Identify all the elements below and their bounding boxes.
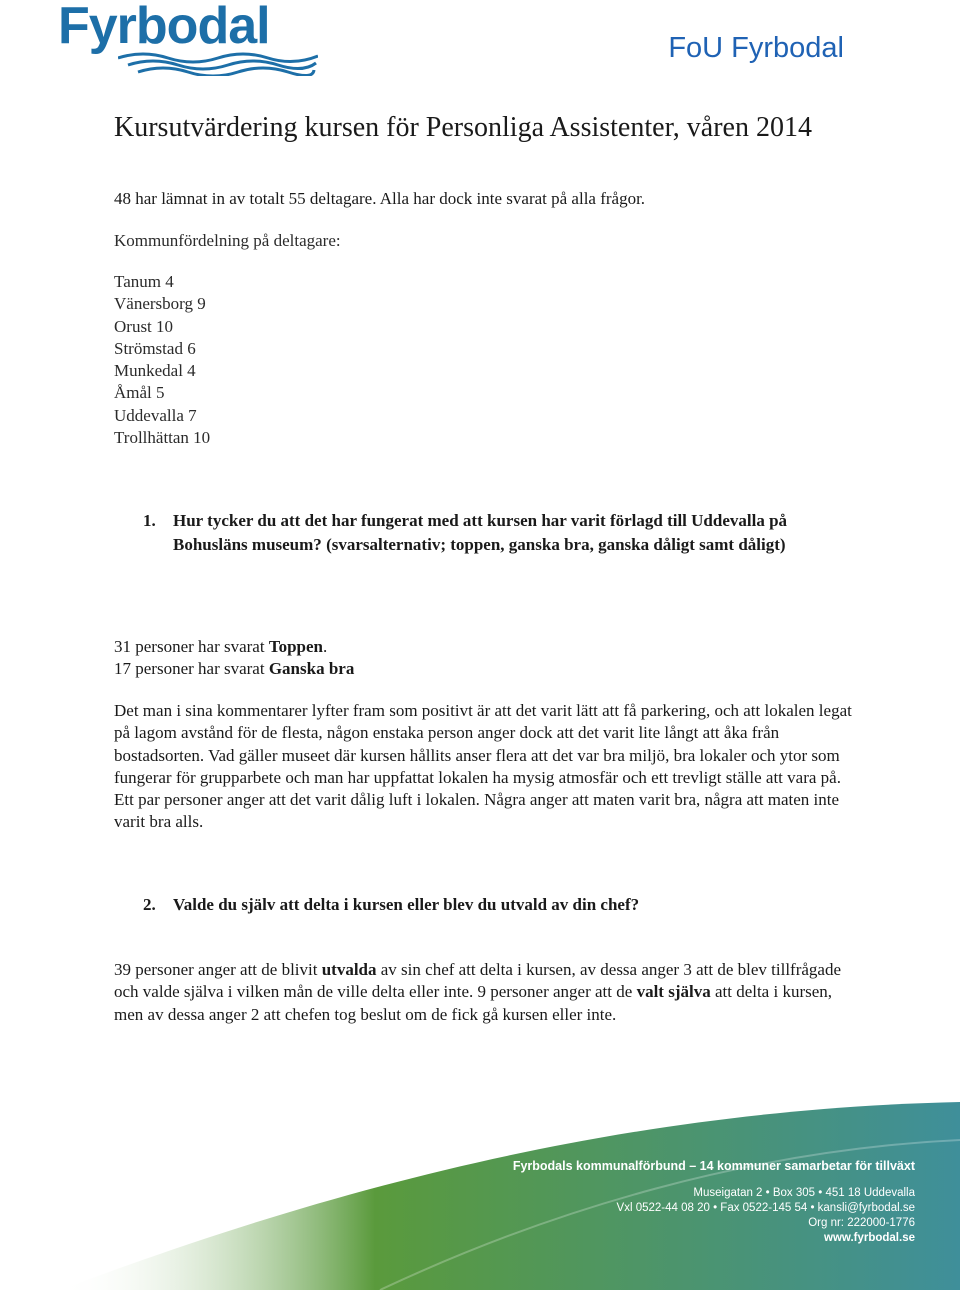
list-item: Orust 10: [114, 316, 174, 336]
answer-text: 39 personer anger att de blivit: [114, 960, 322, 979]
footer-headline: Fyrbodals kommunalförbund – 14 kommuner samarbetar för tillväxt: [512, 1159, 915, 1173]
footer-website: www.fyrbodal.se: [824, 1232, 915, 1244]
answer-bold: Ganska bra: [268, 659, 355, 679]
question-text: [173, 509, 853, 557]
answer-text: att delta i kursen, men av dessa anger 2 att chefen tog beslut om de fick gå kursen eller inte.: [114, 982, 833, 1024]
question-number: 1.: [143, 511, 156, 530]
list-item: Åmål 5: [114, 383, 165, 403]
question-text: Valde du själv att delta i kursen eller blev du utvald av din chef?: [173, 895, 640, 914]
answer-bold: utvalda: [321, 960, 377, 979]
logo-wordmark: Fyrbodal: [58, 0, 270, 55]
answer-bold: valt själva: [636, 982, 711, 1002]
q1-comment: Det man i sina kommentarer lyfter fram som positivt är att det varit lätt att få parkering, och att lokalen legat på lagom avstånd för de flesta, någon enstaka person anger dock att det varit lite långt att åka från bostadsorten. Vad gäller museet där kursen hållits anser flera att det var bra miljö, bra lokaler och ytor som fungerar för grupparbete och man har uppfattat lokalen ha mysig atmosfär och ett trevligt ställe att vara på. Ett par personer anger att det varit dålig luft i lokalen. Några anger att maten varit bra, några att maten inte varit bra alls.: [114, 701, 852, 832]
answer-text: 17 personer har svarat: [114, 659, 269, 679]
q1-answers: [114, 636, 354, 681]
answer-bold: Toppen: [268, 637, 324, 656]
municipality-list: [114, 271, 210, 449]
fou-fyrbodal-label: FoU Fyrbodal: [668, 32, 844, 64]
list-item: Munkedal 4: [114, 361, 196, 381]
list-item: Trollhättan 10: [114, 428, 211, 448]
answer-text: av sin chef att delta i kursen, av dessa anger 3 att de blev tillfrågade och valde själva i vilken mån de ville delta eller inte. 9 personer anger att de: [114, 960, 842, 1002]
list-item: Uddevalla 7: [114, 405, 197, 425]
question-number: 2.: [143, 895, 156, 914]
municipality-heading: Kommunfördelning på deltagare:: [114, 231, 341, 250]
answer-line: [114, 636, 354, 658]
list-item: Strömstad 6: [114, 338, 196, 358]
answer-line: [114, 658, 354, 680]
question-2: [143, 893, 863, 917]
wave-icon: [118, 50, 318, 76]
footer-contact: Vxl 0522-44 08 20 • Fax 0522-145 54 • kansli@fyrbodal.se: [616, 1202, 915, 1214]
footer-org-number: Org nr: 222000-1776: [808, 1217, 915, 1229]
list-item: Tanum 4: [114, 272, 174, 291]
answer-text: 31 personer har svarat: [114, 637, 269, 656]
list-item: Vänersborg 9: [114, 294, 206, 314]
intro-text: 48 har lämnat in av totalt 55 deltagare. Alla har dock inte svarat på alla frågor.: [114, 189, 646, 208]
question-main: Hur tycker du att det har fungerat med att kursen har varit förlagd till Uddevalla på Bohusläns museum?: [173, 511, 788, 554]
answer-suffix: .: [323, 637, 328, 656]
fyrbodal-logo: [58, 0, 268, 80]
q2-answer: [114, 959, 854, 1026]
document-title: Kursutvärdering kursen för Personliga Assistenter, våren 2014: [114, 112, 812, 143]
question-1: [143, 509, 863, 554]
footer-address: Museigatan 2 • Box 305 • 451 18 Uddevalla: [693, 1187, 915, 1199]
question-options: (svarsalternativ; toppen, ganska bra, ganska dåligt samt dåligt): [326, 535, 786, 554]
